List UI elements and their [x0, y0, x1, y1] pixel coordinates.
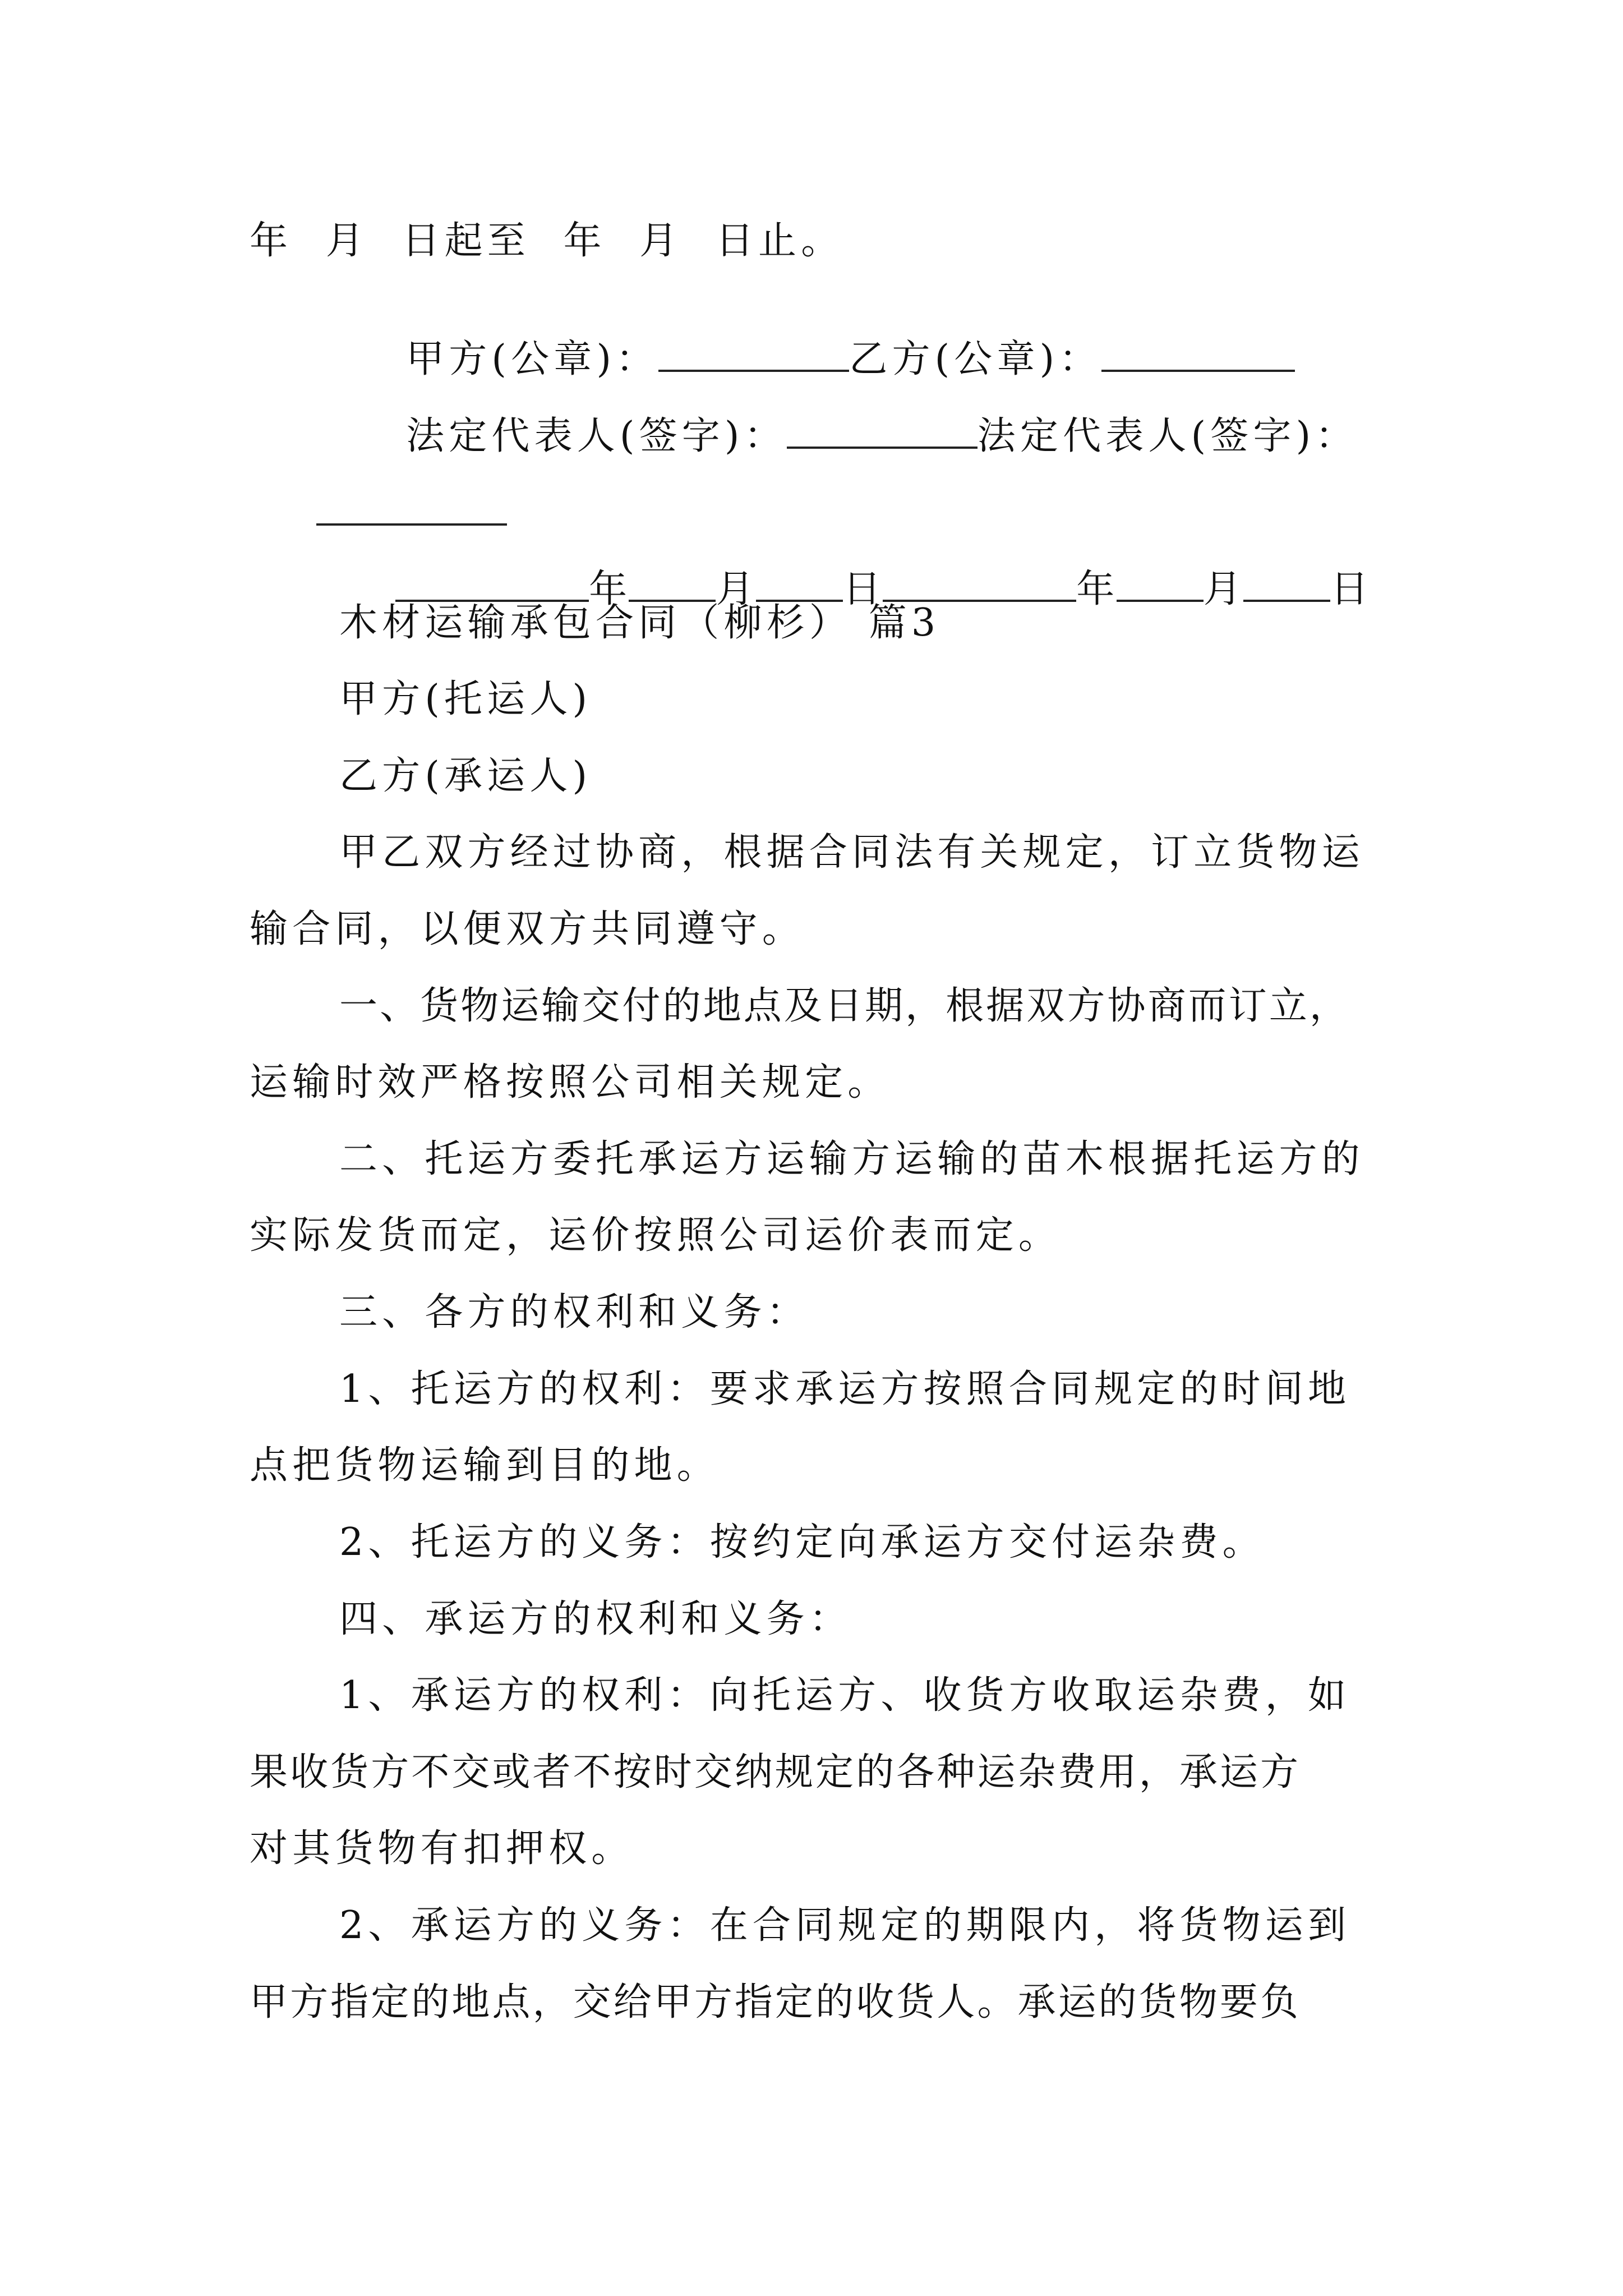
legal-rep-b-label: 法定代表人(签字)： — [977, 414, 1358, 459]
paragraph-line: 三、各方的权利和义务： — [339, 1290, 809, 1335]
date-a-day-label: 日 — [842, 567, 883, 612]
date-a-month-blank[interactable] — [629, 565, 716, 602]
paragraph-line: 输合同，以便双方共同遵守。 — [250, 907, 805, 951]
date-range-line: 年 月 日起至 年 月 日止。 — [250, 219, 844, 263]
legal-rep-b-blank[interactable] — [316, 489, 507, 526]
party-a-label: 甲方(托运人) — [339, 677, 592, 721]
date-b-year-blank[interactable] — [883, 565, 1076, 602]
paragraph-line: 四、承运方的权利和义务： — [339, 1597, 852, 1641]
date-b-day-label: 日 — [1330, 567, 1371, 612]
date-b-year-label: 年 — [1076, 567, 1117, 612]
paragraph-line: 点把货物运输到目的地。 — [250, 1443, 720, 1488]
paragraph-line: 甲乙双方经过协商，根据合同法有关规定，订立货物运 — [339, 830, 1364, 875]
paragraph-line: 1、承运方的权利：向托运方、收货方收取运杂费，如 — [339, 1673, 1351, 1718]
paragraph-line: 果收货方不交或者不按时交纳规定的各种运杂费用，承运方 — [250, 1750, 1301, 1795]
paragraph-line: 二、托运方委托承运方运输方运输的苗木根据托运方的 — [339, 1137, 1364, 1181]
date-a-year-label: 年 — [589, 567, 629, 612]
party-b-seal-label: 乙方(公章)： — [849, 337, 1102, 382]
date-a-year-blank[interactable] — [395, 565, 589, 602]
date-b-day-blank[interactable] — [1243, 565, 1330, 602]
party-b-label: 乙方(承运人) — [339, 754, 592, 798]
party-a-seal-label: 甲方(公章)： — [406, 337, 659, 382]
date-a-day-blank[interactable] — [756, 565, 843, 602]
paragraph-line: 运输时效严格按照公司相关规定。 — [250, 1060, 891, 1105]
paragraph-line: 甲方指定的地点，交给甲方指定的收货人。承运的货物要负 — [250, 1980, 1301, 2024]
paragraph-line: 实际发货而定，运价按照公司运价表而定。 — [250, 1213, 1062, 1258]
paragraph-line: 1、托运方的权利：要求承运方按照合同规定的时间地 — [339, 1367, 1351, 1411]
paragraph-line: 2、托运方的义务：按约定向承运方交付运杂费。 — [339, 1520, 1265, 1565]
party-b-seal-blank[interactable] — [1101, 335, 1295, 372]
date-a-month-label: 月 — [716, 567, 756, 612]
legal-rep-a-label: 法定代表人(签字)： — [406, 414, 787, 459]
paragraph-line: 对其货物有扣押权。 — [250, 1826, 634, 1871]
legal-rep-a-blank[interactable] — [787, 412, 978, 449]
party-a-seal-blank[interactable] — [658, 335, 849, 372]
date-b-month-label: 月 — [1203, 567, 1244, 612]
date-b-month-blank[interactable] — [1117, 565, 1204, 602]
paragraph-line: 一、货物运输交付的地点及日期，根据双方协商而订立， — [339, 984, 1350, 1028]
section-title: 木材运输承包合同（柳杉） 篇3 — [339, 601, 940, 645]
paragraph-line: 2、承运方的义务：在合同规定的期限内，将货物运到 — [339, 1903, 1351, 1948]
